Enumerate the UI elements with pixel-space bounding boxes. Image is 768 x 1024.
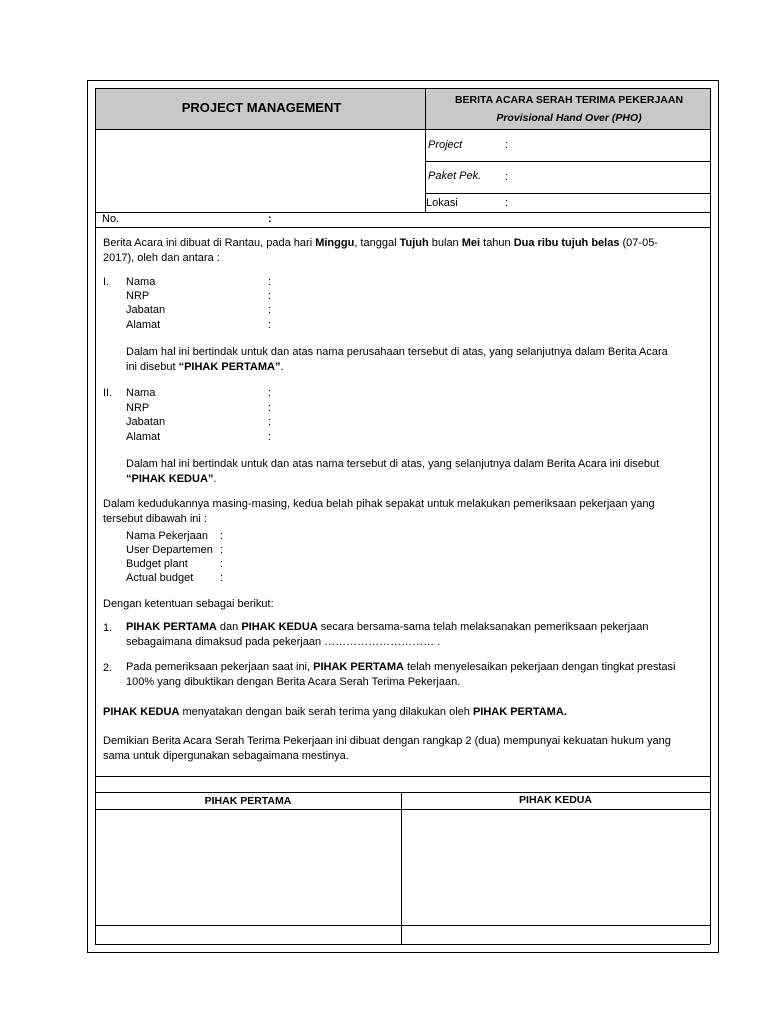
party2-colon-4: : xyxy=(268,431,272,443)
kedudukan-colon-3: : xyxy=(220,558,224,570)
intro-text-3: bulan xyxy=(428,237,462,249)
intro-text-1: Berita Acara ini dibuat di Rantau, pada hari xyxy=(103,237,316,249)
info-row-line-4 xyxy=(95,227,710,228)
info-right-border xyxy=(710,130,711,228)
party1-desc-prefix: ini disebut xyxy=(126,361,179,373)
party1-field-alamat: Alamat xyxy=(126,319,161,331)
kedudukan-field-nama-pekerjaan: Nama Pekerjaan xyxy=(126,530,208,542)
kedudukan-colon-1: : xyxy=(220,530,224,542)
sig-pihak-pertama: PIHAK PERTAMA xyxy=(204,795,292,807)
sig-header-bottom-line xyxy=(95,809,710,810)
kedudukan-field-budget-plant: Budget plant xyxy=(126,558,188,570)
party1-field-nama: Nama xyxy=(126,276,156,288)
party2-desc-bold: “PIHAK KEDUA” xyxy=(126,473,214,485)
intro-text-2: , tanggal xyxy=(354,237,400,249)
no-label: No. xyxy=(102,213,120,225)
party2-desc-suffix: . xyxy=(213,473,217,485)
party1-colon-4: : xyxy=(268,319,272,331)
party1-field-jabatan: Jabatan xyxy=(126,304,166,316)
kedudukan-paragraph xyxy=(103,497,707,527)
party2-description xyxy=(126,457,706,487)
party1-desc-bold: “PIHAK PERTAMA” xyxy=(178,361,281,373)
header-right-title: BERITA ACARA SERAH TERIMA PEKERJAAN xyxy=(454,94,684,106)
statement-bold-2: PIHAK PERTAMA. xyxy=(472,706,567,718)
intro-text-5: (07-05- xyxy=(619,237,658,249)
kedudukan-field-actual-budget: Actual budget xyxy=(126,572,194,584)
paket-label: Paket Pek. xyxy=(428,170,482,182)
party2-colon-3: : xyxy=(268,416,272,428)
party1-colon-2: : xyxy=(268,290,272,302)
header-left-title: PROJECT MANAGEMENT xyxy=(181,100,342,115)
statement xyxy=(103,705,567,720)
kedudukan-colon-2: : xyxy=(220,544,224,556)
ketentuan-item1-bold-2: PIHAK KEDUA xyxy=(241,621,318,633)
header-left-cell xyxy=(95,88,426,130)
ketentuan-item2-line-2: 100% yang dibuktikan dengan Berita Acara Serah Terima Pekerjaan. xyxy=(126,676,461,688)
party2-field-jabatan: Jabatan xyxy=(126,416,166,428)
intro-line-2: 2017), oleh dan antara : xyxy=(103,252,220,264)
ketentuan-item2-bold: PIHAK PERTAMA xyxy=(313,661,404,673)
no-colon: : xyxy=(268,213,272,225)
sig-bottom-line-2 xyxy=(95,944,710,945)
party1-desc-suffix: . xyxy=(280,361,284,373)
party2-field-nrp: NRP xyxy=(126,402,150,414)
info-row-line-1 xyxy=(425,161,710,162)
sig-left-border xyxy=(95,792,96,944)
ketentuan-item1-bold-1: PIHAK PERTAMA xyxy=(126,621,217,633)
intro-hari: Minggu xyxy=(315,237,355,249)
ketentuan-intro: Dengan ketentuan sebagai berikut: xyxy=(103,598,274,610)
party1-description xyxy=(126,345,706,375)
sig-bottom-line-1 xyxy=(95,925,710,926)
kedudukan-field-user-departemen: User Departemen xyxy=(126,544,213,556)
ketentuan-item1 xyxy=(126,620,706,650)
party1-field-nrp: NRP xyxy=(126,290,150,302)
info-row-line-3 xyxy=(95,212,710,213)
closing-paragraph xyxy=(103,734,707,764)
party1-numeral: I. xyxy=(103,276,110,288)
sig-right-border xyxy=(710,792,711,944)
party2-desc-line-1: Dalam hal ini bertindak untuk dan atas nama tersebut di atas, yang selanjutnya dalam Berita Acara ini disebut xyxy=(126,458,660,470)
intro-tanggal: Tujuh xyxy=(399,237,429,249)
lokasi-label: Lokasi xyxy=(426,197,458,209)
statement-text: menyatakan dengan baik serah terima yang dilakukan oleh xyxy=(179,706,473,718)
party1-desc-line-1: Dalam hal ini bertindak untuk dan atas nama perusahaan tersebut di atas, yang selanjutnya dalam Berita Acara xyxy=(126,346,668,358)
ketentuan-item2-text-1: Pada pemeriksaan pekerjaan saat ini, xyxy=(126,661,314,673)
ketentuan-item1-text-2: secara bersama-sama telah melaksanakan pemeriksaan pekerjaan xyxy=(317,621,649,633)
project-label: Project xyxy=(428,139,463,151)
party2-field-alamat: Alamat xyxy=(126,431,161,443)
party2-numeral: II. xyxy=(103,387,113,399)
info-left-border xyxy=(95,130,96,228)
kedudukan-line-1: Dalam kedudukannya masing-masing, kedua belah pihak sepakat untuk melakukan pemeriksaan pekerjaan yang xyxy=(103,498,655,510)
header-right-cell xyxy=(425,88,711,130)
closing-line-1: Demikian Berita Acara Serah Terima Pekerjaan ini dibuat dengan rangkap 2 (dua) mempunyai kekuatan hukum yang xyxy=(103,735,671,747)
ketentuan-item1-text-1: dan xyxy=(216,621,242,633)
project-colon: : xyxy=(505,139,509,151)
sig-divider xyxy=(401,792,402,944)
ketentuan-item2-number: 2. xyxy=(103,662,113,674)
sig-top-line xyxy=(95,776,710,777)
paket-colon: : xyxy=(505,171,509,183)
body-right-border xyxy=(710,227,711,792)
header-right-subtitle: Provisional Hand Over (PHO) xyxy=(496,112,642,124)
intro-bulan: Mei xyxy=(461,237,481,249)
party2-field-nama: Nama xyxy=(126,387,156,399)
body-left-border xyxy=(95,227,96,792)
intro-paragraph xyxy=(103,236,703,266)
sig-pihak-kedua: PIHAK KEDUA xyxy=(519,794,592,806)
ketentuan-item1-line-2: sebagaimana dimaksud pada pekerjaan ………………………… . xyxy=(126,636,441,648)
party2-colon-1: : xyxy=(268,387,272,399)
intro-text-4: tahun xyxy=(480,237,514,249)
party1-colon-1: : xyxy=(268,276,272,288)
ketentuan-item2 xyxy=(126,660,711,690)
ketentuan-item1-number: 1. xyxy=(103,622,113,634)
lokasi-colon: : xyxy=(505,197,509,209)
statement-bold-1: PIHAK KEDUA xyxy=(103,706,180,718)
info-row-line-2 xyxy=(425,193,710,194)
ketentuan-item2-text-2: telah menyelesaikan pekerjaan dengan tingkat prestasi xyxy=(403,661,676,673)
kedudukan-colon-4: : xyxy=(220,572,224,584)
closing-line-2: sama untuk dipergunakan sebagaimana mestinya. xyxy=(103,750,349,762)
party2-colon-2: : xyxy=(268,402,272,414)
intro-tahun: Dua ribu tujuh belas xyxy=(513,237,620,249)
party1-colon-3: : xyxy=(268,304,272,316)
kedudukan-line-2: tersebut dibawah ini : xyxy=(103,513,207,525)
